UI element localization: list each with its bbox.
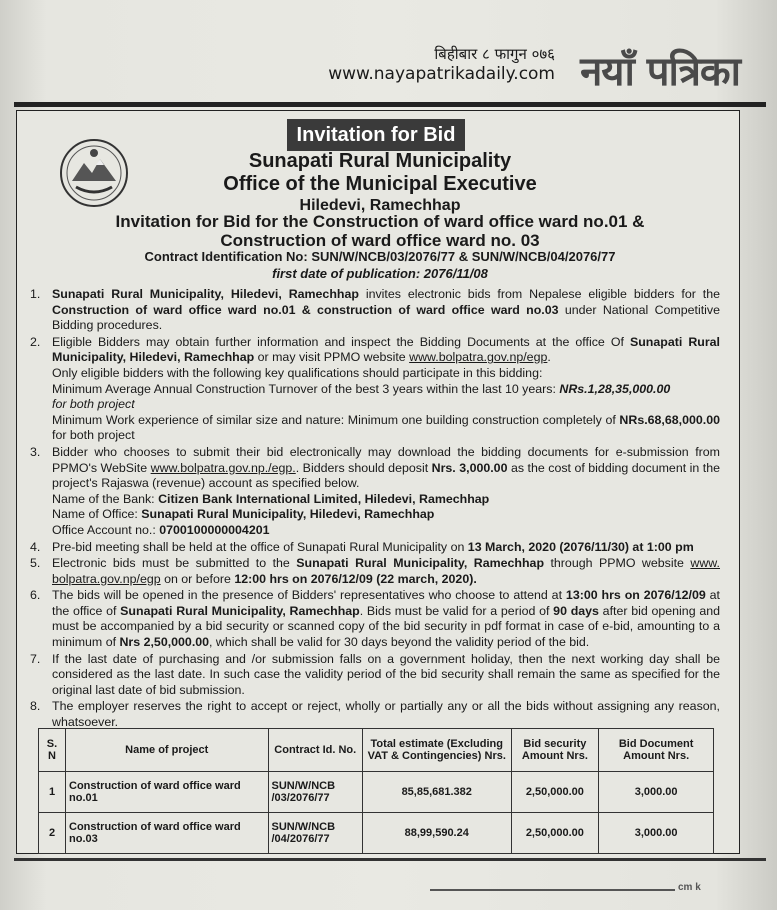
clause-text: [52, 335, 720, 444]
masthead: [300, 44, 760, 96]
publication-date: first date of publication: 2076/11/08: [272, 266, 488, 281]
clause-text-run: Sunapati Rural Municipality, Ramechhap: [296, 556, 545, 571]
cell-contract-id: SUN/W/NCB /04/2076/77: [268, 813, 363, 854]
notice-items: [30, 287, 720, 732]
clause-text-run: for both project: [52, 428, 135, 443]
newspaper-name: नयाँ पत्रिका: [580, 49, 740, 95]
table-row: [39, 813, 714, 854]
cell-bid-document: 3,000.00: [599, 813, 714, 854]
table-row: [39, 772, 714, 813]
clause-text-run: The bids will be opened in the presence of Bidders' representatives who choose to attend at: [52, 588, 566, 603]
clause-text-run: Office Account no.:: [52, 522, 160, 537]
clause-text-run: NRs.68,68,000.00: [619, 412, 720, 427]
clause-item: [30, 445, 720, 539]
location: Hiledevi, Ramechhap: [299, 197, 461, 214]
clause-text-run: Name of Office:: [52, 507, 142, 522]
clause-text-run: at the office of: [52, 588, 721, 618]
cell-project-name: Construction of ward office ward no.01: [66, 772, 269, 813]
clause-text-run: after bid opening and must be accompanied by a bid security or scanned copy of the bid security in pdf format in case of e-bid, amounting to a minimum of: [52, 603, 720, 650]
contract-identification: Contract Identification No: SUN/W/NCB/03/2076/77 & SUN/W/NCB/04/2076/77: [144, 249, 616, 264]
clause-number: 4.: [30, 539, 41, 554]
clause-item: [30, 588, 720, 650]
col-project-name: Name of project: [66, 729, 269, 772]
clause-text-run: Citizen Bank International Limited, Hiledevi, Ramechhap: [158, 491, 490, 506]
clause-text-run: 0700100000004201: [159, 522, 270, 537]
clause-item: [30, 540, 720, 556]
cell-bid-document: 3,000.00: [599, 772, 714, 813]
clause-text-run: Sunapati Rural Municipality, Hiledevi, Ramechhap: [52, 287, 359, 301]
clause-text-run: Electronic bids must be submitted to the: [52, 556, 297, 571]
print-registration-marks: cm k: [678, 882, 701, 893]
col-sn: S. N: [39, 729, 66, 772]
clause-number: 2.: [30, 334, 41, 349]
clause-text-run: .: [547, 350, 551, 365]
clause-text: [52, 652, 720, 699]
clause-text-run[interactable]: www. bolpatra.gov.np/egp: [52, 556, 720, 586]
clause-text: [52, 699, 720, 730]
cell-total-estimate: 88,99,590.24: [363, 813, 512, 854]
clause-text-run: . Bidders should deposit: [295, 460, 432, 475]
clause-text-run: . Bids must be valid for a period of: [359, 603, 554, 618]
cell-sn: 2: [39, 813, 66, 854]
clause-text-run: Pre-bid meeting shall be held at the office of Sunapati Rural Municipality on: [52, 539, 468, 554]
clause-text-run: Nrs 2,50,000.00: [119, 635, 210, 650]
bottom-rule: [14, 858, 766, 861]
clause-text-run: or may visit PPMO website: [254, 350, 410, 365]
clause-item: [30, 699, 720, 730]
clause-text: [52, 287, 720, 334]
clause-text: [52, 556, 720, 587]
clause-text-run: through PPMO website: [544, 556, 691, 571]
clause-text-run: invites electronic bids from Nepalese eligible bidders for the: [358, 287, 720, 301]
clause-text-run[interactable]: www.bolpatra.gov.np./egp.: [150, 460, 296, 475]
table-header-row: [39, 729, 714, 772]
clause-number: 7.: [30, 651, 41, 666]
clause-item: [30, 335, 720, 444]
clause-text-run: Construction of ward office ward no.01 & construction of ward office ward no.03: [52, 302, 559, 317]
clause-text-run: 90 days: [553, 603, 599, 618]
clause-text-run: Only eligible bidders with the following key qualifications should participate in this bidding:: [52, 365, 543, 380]
clause-text-run: 12:00 hrs on 2076/12/09 (22 march, 2020).: [234, 571, 477, 586]
clause-number: 8.: [30, 699, 41, 714]
bid-title-line1: Invitation for Bid for the Construction of ward office ward no.01 &: [115, 212, 645, 231]
clause-text-run: If the last date of purchasing and /or submission falls on a government holiday, then the next working day shall be considered as the last date. In such case the validity period of the bid security shall remain the same as specified for the original last date of bid submission.: [52, 651, 720, 697]
clause-text-run: Sunapati Rural Municipality, Ramechhap: [120, 603, 360, 618]
masthead-url: www.nayapatrikadaily.com: [328, 64, 555, 84]
clause-text-run: The employer reserves the right to accept or reject, wholly or partially any or all the bids without assigning any reason, whatsoever.: [52, 699, 720, 730]
clause-number: 6.: [30, 588, 41, 603]
clause-number: 3.: [30, 444, 41, 459]
masthead-date: बिहीबार ८ फागुन ०७६: [434, 45, 555, 63]
cell-bid-security: 2,50,000.00: [511, 813, 599, 854]
col-bid-document: Bid Document Amount Nrs.: [599, 729, 714, 772]
org-name: Sunapati Rural Municipality: [248, 150, 512, 172]
clause-text-run: Sunapati Rural Municipality, Hiledevi, Ramechhap: [141, 507, 435, 522]
col-total-estimate: Total estimate (Excluding VAT & Contingencies) Nrs.: [363, 729, 512, 772]
clause-text: [52, 588, 720, 650]
clause-text-run: Bidder who chooses to submit their bid electronically may download the bidding documents for e-submission from PPMO's WebSite: [52, 444, 720, 475]
clause-text-run: Nrs. 3,000.00: [431, 460, 508, 475]
clause-item: [30, 287, 720, 334]
clause-item: [30, 556, 720, 587]
col-contract-id: Contract Id. No.: [268, 729, 363, 772]
clause-text-run: for both project: [52, 397, 135, 412]
cell-total-estimate: 85,85,681.382: [363, 772, 512, 813]
cell-sn: 1: [39, 772, 66, 813]
cell-project-name: Construction of ward office ward no.03: [66, 813, 269, 854]
office-name: Office of the Municipal Executive: [223, 173, 537, 195]
clause-text: [52, 540, 720, 556]
clause-text-run: NRs.1,28,35,000.00: [559, 381, 671, 396]
clause-text-run[interactable]: www.bolpatra.gov.np/egp: [409, 350, 548, 365]
clause-number: 1.: [30, 287, 41, 301]
cell-bid-security: 2,50,000.00: [511, 772, 599, 813]
clause-text-run: under National Competitive Bidding procedures.: [52, 302, 720, 333]
col-bid-security: Bid security Amount Nrs.: [511, 729, 599, 772]
clause-text: [52, 445, 720, 539]
cell-contract-id: SUN/W/NCB /03/2076/77: [268, 772, 363, 813]
clause-text-run: Minimum Average Annual Construction Turnover of the best 3 years within the last 10 years:: [52, 381, 560, 396]
clause-text-run: Sunapati Rural Municipality, Hiledevi, Ramechhap: [52, 334, 720, 365]
clause-number: 5.: [30, 556, 41, 571]
project-table: [38, 728, 714, 854]
clause-text-run: Eligible Bidders may obtain further information and inspect the Bidding Documents at the office Of: [52, 334, 630, 349]
clause-text-run: Minimum Work experience of similar size and nature: Minimum one building construction completely of: [52, 412, 620, 427]
top-rule: [14, 102, 766, 107]
footer-bar: [430, 889, 675, 891]
notice-banner: Invitation for Bid: [287, 119, 465, 151]
clause-text-run: Name of the Bank:: [52, 491, 159, 506]
clause-item: [30, 652, 720, 699]
clause-text-run: on or before: [160, 571, 235, 586]
clause-text-run: as the cost of bidding document in the project's Rajaswa (revenue) account as specified below.: [52, 460, 720, 491]
clause-text-run: 13:00 hrs on 2076/12/09: [565, 588, 706, 603]
clause-text-run: 13 March, 2020 (2076/11/30) at 1:00 pm: [467, 539, 694, 554]
clause-text-run: , which shall be valid for 30 days beyond the validity period of the bid.: [209, 635, 590, 650]
bid-title-line2: Construction of ward office ward no. 03: [220, 231, 540, 250]
